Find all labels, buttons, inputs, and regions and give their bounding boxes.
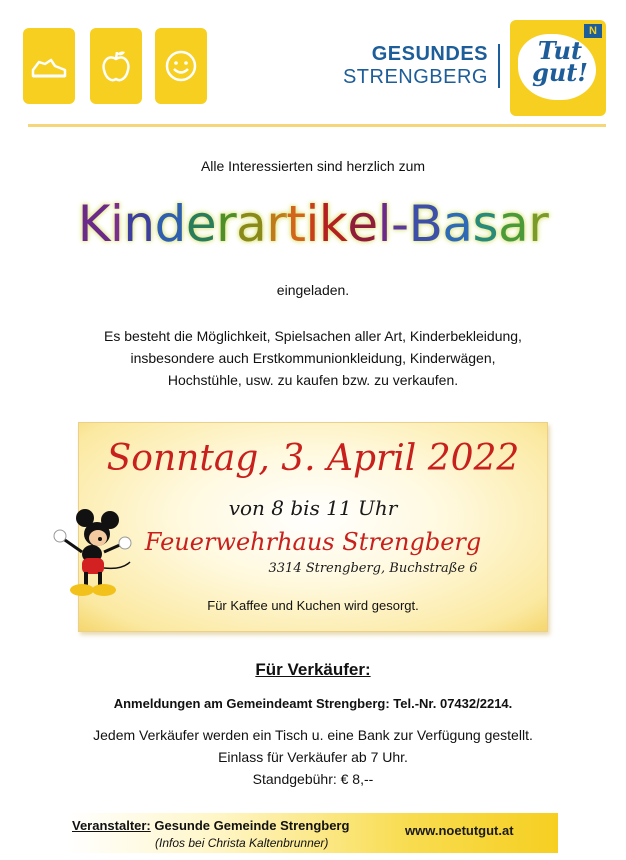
catering-note: Für Kaffee und Kuchen wird gesorgt. xyxy=(207,598,419,613)
sellers-heading: Für Verkäufer: xyxy=(255,660,371,679)
organizer xyxy=(72,818,349,833)
logo-line-2: STRENGBERG xyxy=(342,66,488,88)
description-line: Es besteht die Möglichkeit, Spielsachen aller Art, Kinderbekleidung, xyxy=(104,328,522,344)
description-line: Hochstühle, usw. zu kaufen bzw. zu verkaufen. xyxy=(167,372,459,388)
smiley-icon xyxy=(161,46,201,86)
apple-icon xyxy=(96,46,136,86)
invite-text: Alle Interessierten sind herzlich zum xyxy=(200,158,426,174)
event-venue: Feuerwehrhaus Strengberg xyxy=(144,528,482,556)
organizer-contact: (Infos bei Christa Kaltenbrunner) xyxy=(155,836,329,850)
running-shoe-icon xyxy=(29,46,69,86)
smiley-tile xyxy=(155,28,207,104)
event-date: Sonntag, 3. April 2022 xyxy=(106,438,520,479)
apple-tile xyxy=(90,28,142,104)
running-shoe-tile xyxy=(23,28,75,104)
tut-gut-badge xyxy=(510,20,606,116)
header-divider xyxy=(28,124,606,127)
logo-line-1: GESUNDES xyxy=(371,43,488,65)
event-time: von 8 bis 11 Uhr xyxy=(228,496,398,520)
seller-details xyxy=(0,724,626,790)
mickey-mouse-illustration xyxy=(52,508,134,600)
gesundes-strengberg-logo xyxy=(340,44,488,87)
event-title: Kinderartikel-Basar xyxy=(77,195,549,253)
event-address: 3314 Strengberg, Buchstraße 6 xyxy=(268,561,478,576)
seller-line: Jedem Verkäufer werden ein Tisch u. eine Bank zur Verfügung gestellt. xyxy=(93,727,533,743)
organizer-label: Veranstalter: xyxy=(72,818,151,833)
website-link[interactable]: www.noetutgut.at xyxy=(405,823,514,838)
description-line: insbesondere auch Erstkommunionkleidung, Kinderwägen, xyxy=(130,350,496,366)
seller-line: Einlass für Verkäufer ab 7 Uhr. xyxy=(218,749,408,765)
logo-divider xyxy=(498,44,500,88)
badge-corner: N xyxy=(584,24,602,38)
organizer-name: Gesunde Gemeinde Strengberg xyxy=(154,818,350,833)
badge-text: Tut gut! xyxy=(532,36,588,87)
seller-line: Standgebühr: € 8,-- xyxy=(252,771,374,787)
invited-text: eingeladen. xyxy=(276,282,350,298)
description xyxy=(0,325,626,391)
registration-info: Anmeldungen am Gemeindeamt Strengberg: Tel.-Nr. 07432/2214. xyxy=(113,696,513,711)
